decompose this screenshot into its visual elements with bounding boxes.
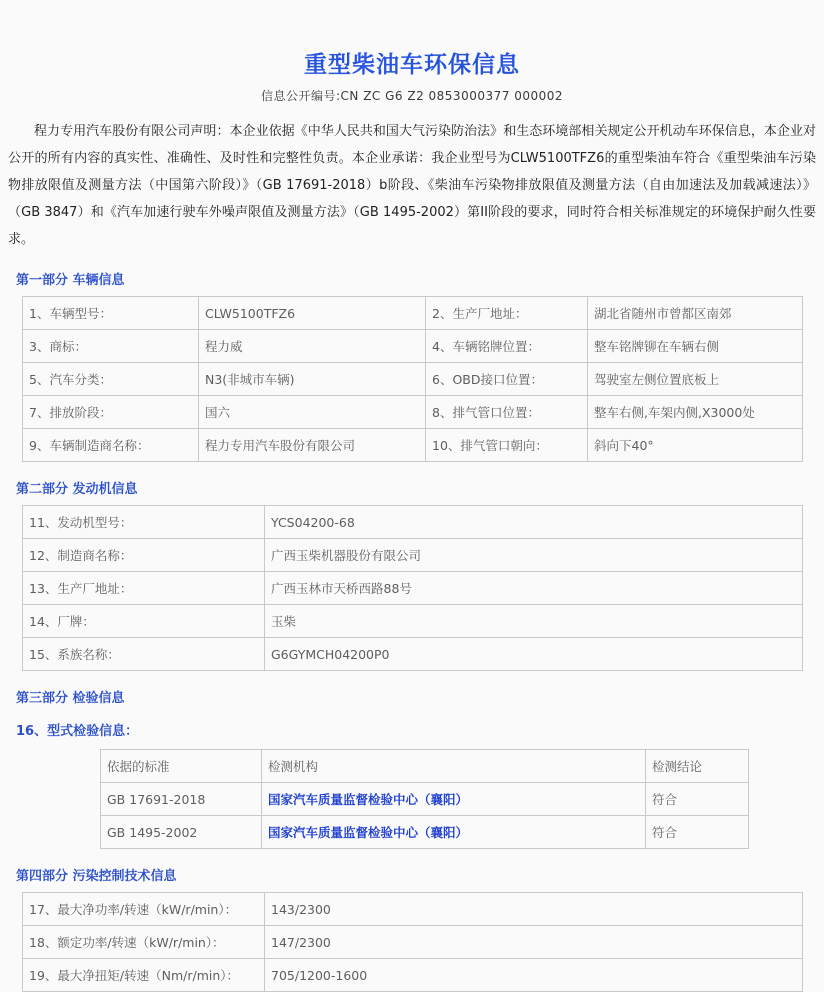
field-label: 3、商标： bbox=[23, 330, 199, 363]
field-label: 9、车辆制造商名称： bbox=[23, 429, 199, 462]
section-4-heading: 第四部分 污染控制技术信息 bbox=[16, 869, 177, 884]
inspection-agency-cell bbox=[262, 816, 646, 849]
field-label: 13、生产厂地址： bbox=[23, 572, 265, 605]
field-label: 4、车辆铭牌位置： bbox=[426, 330, 588, 363]
field-label: 1、车辆型号： bbox=[23, 297, 199, 330]
table-row bbox=[23, 926, 803, 959]
inspection-agency-link[interactable]: 国家汽车质量监督检验中心（襄阳） bbox=[268, 792, 469, 807]
field-label: 5、汽车分类： bbox=[23, 363, 199, 396]
section-3-heading: 第三部分 检验信息 bbox=[16, 691, 125, 706]
column-header-agency: 检测机构 bbox=[262, 750, 646, 783]
inspection-agency-cell bbox=[262, 783, 646, 816]
publication-code: 信息公开编号:CN ZC G6 Z2 0853000377 000002 bbox=[260, 89, 564, 103]
section-2-heading: 第二部分 发动机信息 bbox=[16, 482, 138, 497]
field-label: 15、系族名称： bbox=[23, 638, 265, 671]
field-value: 143/2300 bbox=[265, 893, 803, 926]
field-label: 10、排气管口朝向： bbox=[426, 429, 588, 462]
table-row bbox=[23, 893, 803, 926]
field-value: N3(非城市车辆) bbox=[199, 363, 426, 396]
table-row bbox=[23, 429, 803, 462]
field-label: 17、最大净功率/转速（kW/r/min）： bbox=[23, 893, 265, 926]
field-label: 14、厂牌： bbox=[23, 605, 265, 638]
table-row bbox=[23, 363, 803, 396]
field-value: 广西玉柴机器股份有限公司 bbox=[265, 539, 803, 572]
table-row bbox=[23, 297, 803, 330]
field-value: 程力威 bbox=[199, 330, 426, 363]
table-row bbox=[23, 638, 803, 671]
column-header-standard: 依据的标准 bbox=[101, 750, 262, 783]
disclosure-page bbox=[0, 46, 824, 992]
table-row bbox=[23, 506, 803, 539]
table-header-row bbox=[101, 750, 749, 783]
page-title: 重型柴油车环保信息 bbox=[304, 52, 520, 78]
field-value: 国六 bbox=[199, 396, 426, 429]
field-value: CLW5100TFZ6 bbox=[199, 297, 426, 330]
field-label: 7、排放阶段： bbox=[23, 396, 199, 429]
field-value: 斜向下40° bbox=[588, 429, 803, 462]
pollution-control-table bbox=[22, 892, 803, 992]
table-row bbox=[101, 816, 749, 849]
declaration-text: 程力专用汽车股份有限公司声明：本企业依据《中华人民共和国大气污染防治法》和生态环境部相关规定公开机动车环保信息，本企业对公开的所有内容的真实性、准确性、及时性和完整性负责。本企业承诺：我企业型号为CLW5100TFZ6的重型柴油车符合《重型柴油车污染物排放限值及测量方法（中国第六阶段）》（GB 17691-2018）b阶段、《柴油车污染物排放限值及测量方法（自由加速法及加载减速法）》（GB 3847）和《汽车加速行驶车外噪声限值及测量方法》（GB 1495-2002）第II阶段的要求，同时符合相关标准规定的环境保护耐久性要求。 bbox=[8, 124, 816, 247]
vehicle-info-table bbox=[22, 296, 803, 462]
table-row bbox=[23, 572, 803, 605]
table-row bbox=[23, 396, 803, 429]
table-row bbox=[23, 330, 803, 363]
field-value: 705/1200-1600 bbox=[265, 959, 803, 992]
table-row bbox=[23, 959, 803, 992]
inspection-result: 符合 bbox=[646, 783, 749, 816]
field-value: G6GYMCH04200P0 bbox=[265, 638, 803, 671]
table-row bbox=[101, 783, 749, 816]
field-value: YCS04200-68 bbox=[265, 506, 803, 539]
field-label: 19、最大净扭矩/转速（Nm/r/min）： bbox=[23, 959, 265, 992]
field-value: 湖北省随州市曾都区南郊 bbox=[588, 297, 803, 330]
field-label: 18、额定功率/转速（kW/r/min）： bbox=[23, 926, 265, 959]
field-value: 整车右侧,车架内侧,X3000处 bbox=[588, 396, 803, 429]
type-inspection-subheading: 16、型式检验信息： bbox=[16, 724, 139, 739]
field-label: 11、发动机型号： bbox=[23, 506, 265, 539]
inspection-table bbox=[100, 749, 749, 849]
inspection-standard: GB 1495-2002 bbox=[101, 816, 262, 849]
inspection-standard: GB 17691-2018 bbox=[101, 783, 262, 816]
section-1-heading: 第一部分 车辆信息 bbox=[16, 273, 125, 288]
field-label: 6、OBD接口位置： bbox=[426, 363, 588, 396]
field-value: 玉柴 bbox=[265, 605, 803, 638]
field-value: 广西玉林市天桥西路88号 bbox=[265, 572, 803, 605]
field-value: 147/2300 bbox=[265, 926, 803, 959]
column-header-result: 检测结论 bbox=[646, 750, 749, 783]
engine-info-table bbox=[22, 505, 803, 671]
field-value: 程力专用汽车股份有限公司 bbox=[199, 429, 426, 462]
inspection-agency-link[interactable]: 国家汽车质量监督检验中心（襄阳） bbox=[268, 825, 469, 840]
table-row bbox=[23, 605, 803, 638]
inspection-result: 符合 bbox=[646, 816, 749, 849]
field-label: 12、制造商名称： bbox=[23, 539, 265, 572]
field-value: 整车铭牌铆在车辆右侧 bbox=[588, 330, 803, 363]
field-label: 2、生产厂地址： bbox=[426, 297, 588, 330]
field-label: 8、排气管口位置： bbox=[426, 396, 588, 429]
table-row bbox=[23, 539, 803, 572]
field-value: 驾驶室左侧位置底板上 bbox=[588, 363, 803, 396]
